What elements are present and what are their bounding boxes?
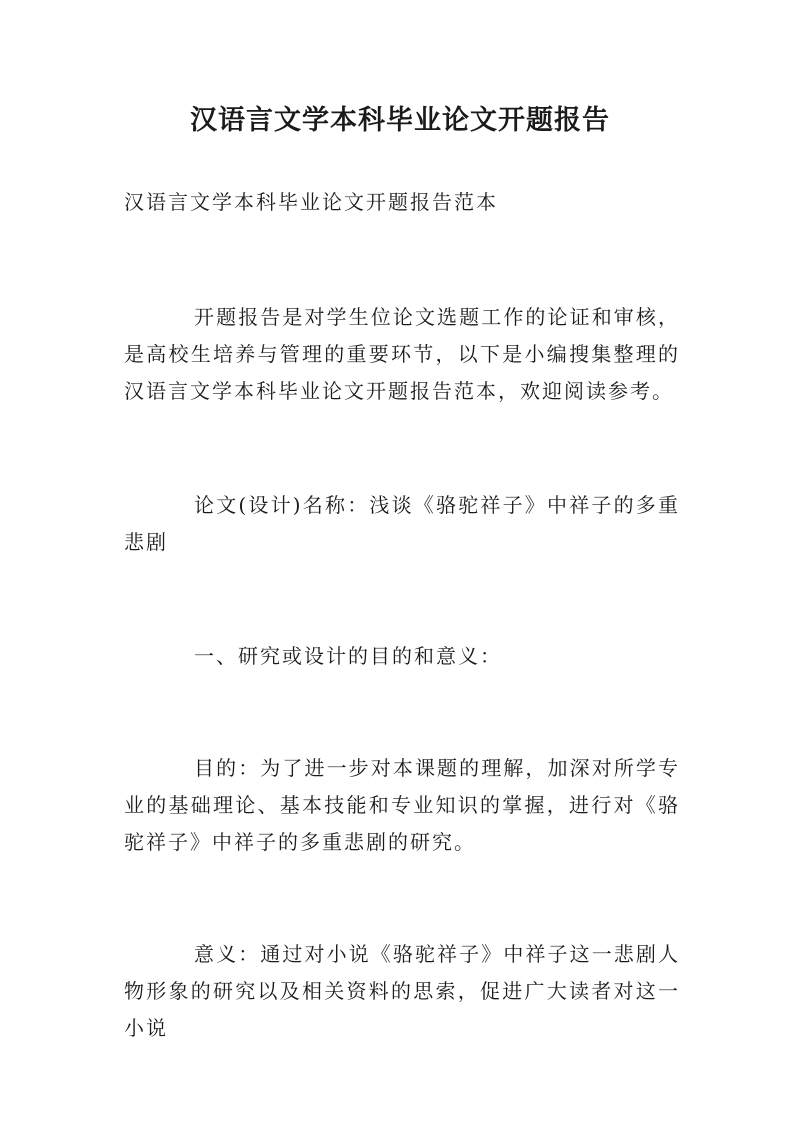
intro-paragraph: 开题报告是对学生位论文选题工作的论证和审核，是高校生培养与管理的重要环节，以下是小编搜集整理的汉语言文学本科毕业论文开题报告范本，欢迎阅读参考。 [124, 305, 680, 403]
purpose-paragraph: 目的：为了进一步对本课题的理解，加深对所学专业的基础理论、基本技能和专业知识的掌握，进行对《骆驼祥子》中祥子的多重悲剧的研究。 [124, 756, 680, 854]
document-title: 汉语言文学本科毕业论文开题报告 [190, 105, 610, 136]
section-heading-purpose-significance: 一、研究或设计的目的和意义： [194, 644, 502, 668]
significance-paragraph: 意义：通过对小说《骆驼祥子》中祥子这一悲剧人物形象的研究以及相关资料的思索，促进广大读者对这一小说 [124, 942, 680, 1040]
thesis-name-paragraph: 论文(设计)名称：浅谈《骆驼祥子》中祥子的多重悲剧 [124, 493, 680, 554]
document-subtitle: 汉语言文学本科毕业论文开题报告范本 [124, 190, 498, 214]
